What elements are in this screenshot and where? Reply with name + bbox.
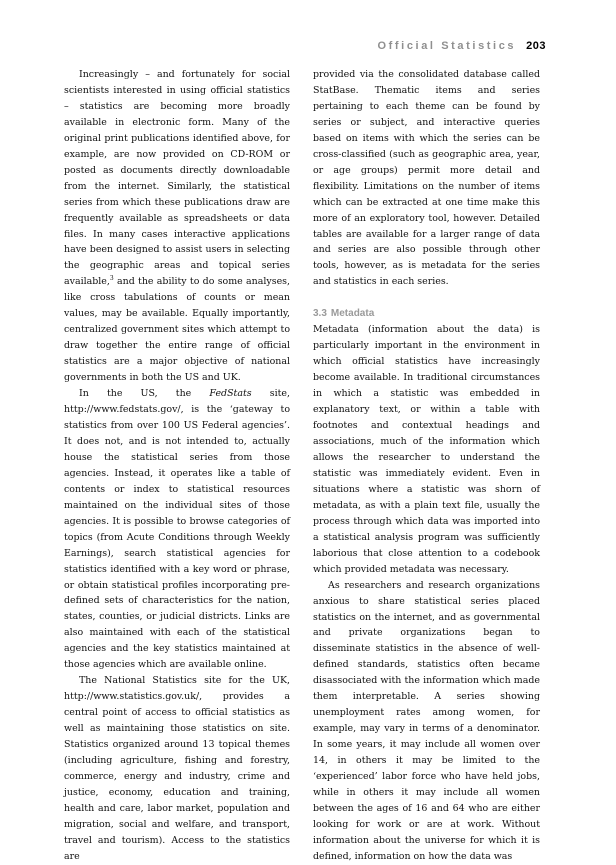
section-number: 3.3 bbox=[313, 308, 327, 320]
section-heading bbox=[313, 306, 540, 322]
paragraph: As researchers and research organizations anxious to share statistical series placed statistics on the internet, and as governmental and private organizations began to disseminate statistics in the absence of well-defined standards, statistics often became disassociated with the information which made them interpretable. A series showing unemployment rates among women, for example, may vary in terms of a denominator. In some years, it may include all women over 14, in others it may be limited to the ‘experienced’ labor force who have held jobs, while in others it may include all women between the ages of 16 and 64 who are either looking for work or are at work. Without information about the universe for which it is defined, information on how the data was bbox=[313, 579, 540, 862]
paragraph: Metadata (information about the data) is particularly important in the environment in which official statistics have increasingly become available. In traditional circumstances in which a statistic was embedded in explanatory text, or within a table with footnotes and contextual headings and associations, much of the information which allows the researcher to understand the statistic was immediately evident. Even in situations where a statistic was shorn of metadata, as with a plain text file, usually the process through which data was imported into a statistical analysis program was sufficiently laborious that close attention to a codebook which provided metadata was necessary. bbox=[313, 324, 540, 575]
fedstats-italic: FedStats bbox=[209, 388, 252, 400]
page-number: 203 bbox=[526, 40, 546, 52]
paragraph: The National Statistics site for the UK, http://www.statistics.gov.uk/, provides a central point of access to official statistics as well as maintaining those statistics on site. Statistics organized around 13 topical themes (including agriculture, fishing and forestry, commerce, energy and industry, crime and justice, economy, education and training, health and care, labor market, population and migration, social and welfare, and transport, travel and tourism). Access to the statistics are bbox=[64, 675, 290, 862]
section-spacer bbox=[313, 290, 540, 306]
paragraph: provided via the consolidated database called StatBase. Thematic items and series pertaining to each theme can be found by series or subject, and interactive queries based on items with which the series can be cross-classified (such as geographic area, year, or age groups) permit more detail and flexibility. Limitations on the number of items which can be extracted at one time make this more of an exploratory tool, however. Detailed tables are available for a larger range of data and series are also possible through other tools, however, as is metadata for the series and statistics in each series. bbox=[313, 69, 540, 288]
footnote-marker: 3 bbox=[109, 275, 114, 283]
paragraph: Increasingly – and fortunately for social scientists interested in using official statistics – statistics are becoming more broadly available in electronic form. Many of the original print publications identified above, for example, are now provided on CD-ROM or posted as documents directly downloadable from the internet. Similarly, the statistical series from which these publications draw are frequently available as spreadsheets or data files. In many cases interactive applications have been designed to assist users in selecting the geographic areas and topical series available,$^3$ and the ability to do some analyses, like cross tabulations of counts or mean values, may be available. Equally importantly, centralized government sites which attempt to draw together the entire range of official statistics are a major objective of national governments in both the US and UK. bbox=[64, 69, 290, 384]
paragraph: In the US, the FedStats site, http://www.fedstats.gov/, is the ‘gateway to statistics from over 100 US Federal agencies’. It does not, and is not intended to, actually house the statistical series from those agencies. Instead, it operates like a table of contents or index to statistical resources maintained on the individual sites of those agencies. It is possible to browse categories of topics (from Acute Conditions through Weekly Earnings), search statistical agencies for statistics identified with a key word or phrase, or obtain statistical profiles incorporating pre-defined sets of characteristics for the nation, states, counties, or judicial districts. Links are also maintained with each of the statistical agencies and the key statistics maintained at those agencies which are available online. bbox=[64, 388, 290, 671]
left-column bbox=[64, 67, 290, 865]
running-title: Official Statistics bbox=[377, 40, 517, 52]
right-column bbox=[313, 67, 540, 865]
running-head bbox=[377, 40, 546, 52]
section-title: Metadata bbox=[330, 308, 375, 320]
